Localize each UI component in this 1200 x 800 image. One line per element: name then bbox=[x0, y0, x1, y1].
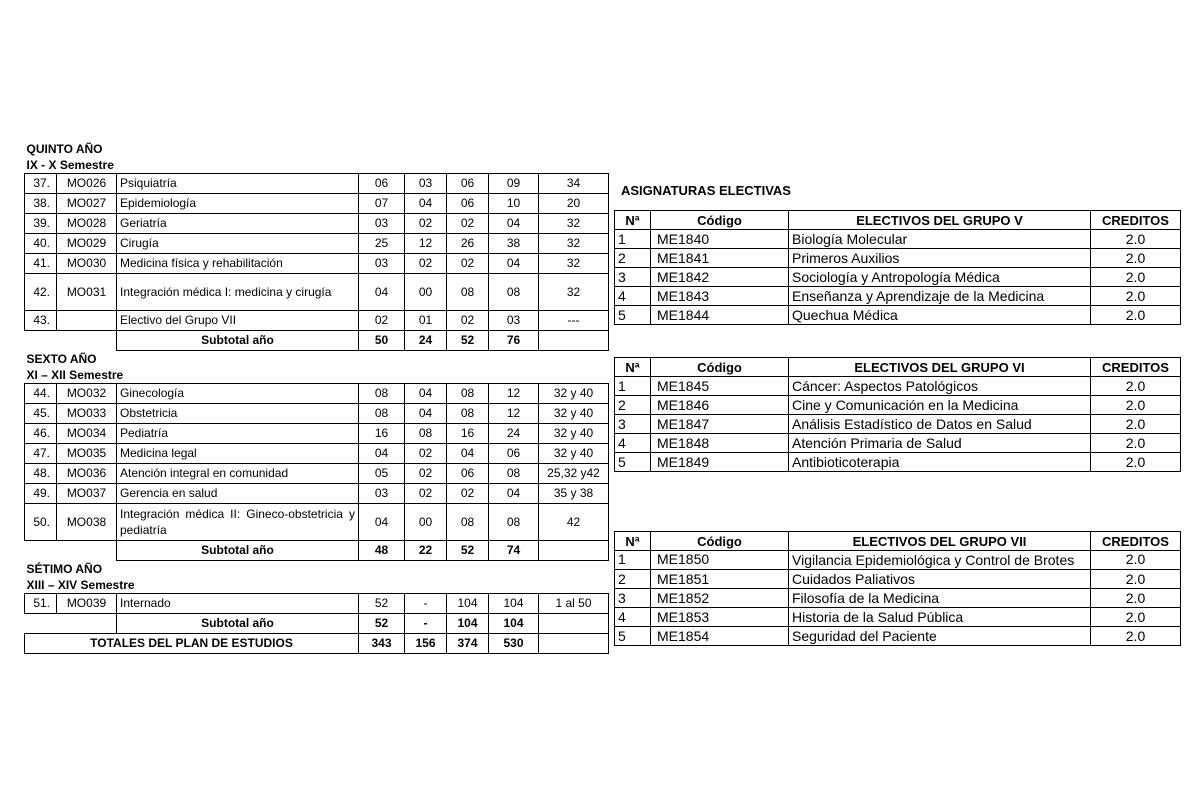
header-number: Nª bbox=[615, 211, 651, 230]
header-group: ELECTIVOS DEL GRUPO V bbox=[789, 211, 1091, 230]
subtotal-value: 104 bbox=[447, 614, 489, 634]
course-row bbox=[25, 504, 609, 541]
course-hours-total: 04 bbox=[489, 254, 539, 274]
course-prerequisites: 35 y 38 bbox=[539, 484, 609, 504]
header-credits: CREDITOS bbox=[1091, 532, 1181, 551]
subtotal-empty bbox=[539, 331, 609, 351]
course-row bbox=[25, 174, 609, 194]
elective-name: Primeros Auxilios bbox=[789, 249, 1091, 268]
subtotal-value: 104 bbox=[489, 614, 539, 634]
course-row bbox=[25, 444, 609, 464]
course-hours-credits: 00 bbox=[405, 274, 447, 311]
elective-credits: 2.0 bbox=[1091, 306, 1181, 325]
course-prerequisites: 32 bbox=[539, 254, 609, 274]
elective-row bbox=[615, 608, 1181, 627]
course-code: MO037 bbox=[57, 484, 117, 504]
elective-code: ME1848 bbox=[651, 434, 789, 453]
course-code: MO029 bbox=[57, 234, 117, 254]
elective-number: 3 bbox=[615, 268, 651, 287]
semester-title: IX - X Semestre bbox=[26, 158, 114, 172]
course-row bbox=[25, 274, 609, 311]
course-row bbox=[25, 484, 609, 504]
header-credits: CREDITOS bbox=[1091, 211, 1181, 230]
course-hours-practice: 104 bbox=[447, 594, 489, 614]
elective-row bbox=[615, 396, 1181, 415]
course-number: 39. bbox=[25, 214, 57, 234]
elective-name: Cuidados Paliativos bbox=[789, 570, 1091, 589]
course-hours-total: 04 bbox=[489, 484, 539, 504]
course-hours-total: 08 bbox=[489, 274, 539, 311]
header-number: Nª bbox=[615, 532, 651, 551]
course-hours-credits: 02 bbox=[405, 444, 447, 464]
elective-row bbox=[615, 268, 1181, 287]
course-hours-total: 24 bbox=[489, 424, 539, 444]
subtotal-empty bbox=[539, 541, 609, 561]
course-hours-theory: 04 bbox=[359, 444, 405, 464]
elective-row bbox=[615, 415, 1181, 434]
course-hours-practice: 06 bbox=[447, 174, 489, 194]
course-row bbox=[25, 234, 609, 254]
course-hours-practice: 08 bbox=[447, 274, 489, 311]
course-hours-practice: 02 bbox=[447, 311, 489, 331]
course-prerequisites: 32 y 40 bbox=[539, 384, 609, 404]
elective-code: ME1850 bbox=[651, 551, 789, 570]
course-hours-credits: 03 bbox=[405, 174, 447, 194]
course-hours-theory: 07 bbox=[359, 194, 405, 214]
course-hours-total: 09 bbox=[489, 174, 539, 194]
elective-row bbox=[615, 570, 1181, 589]
course-prerequisites: 20 bbox=[539, 194, 609, 214]
course-hours-practice: 08 bbox=[447, 404, 489, 424]
course-row bbox=[25, 424, 609, 444]
subtotal-value: 74 bbox=[489, 541, 539, 561]
elective-credits: 2.0 bbox=[1091, 415, 1181, 434]
course-prerequisites: 32 bbox=[539, 274, 609, 311]
course-name: Cirugía bbox=[117, 234, 359, 254]
subtotal-value: 48 bbox=[359, 541, 405, 561]
totals-empty bbox=[539, 634, 609, 654]
course-code: MO035 bbox=[57, 444, 117, 464]
course-code: MO039 bbox=[57, 594, 117, 614]
course-prerequisites: 1 al 50 bbox=[539, 594, 609, 614]
year-title: QUINTO AÑO bbox=[26, 142, 103, 156]
course-number: 49. bbox=[25, 484, 57, 504]
course-hours-theory: 06 bbox=[359, 174, 405, 194]
elective-number: 4 bbox=[615, 434, 651, 453]
course-prerequisites: 32 bbox=[539, 214, 609, 234]
course-number: 47. bbox=[25, 444, 57, 464]
course-name: Epidemiología bbox=[117, 194, 359, 214]
course-row bbox=[25, 311, 609, 331]
elective-name: Análisis Estadístico de Datos en Salud bbox=[789, 415, 1091, 434]
course-code: MO036 bbox=[57, 464, 117, 484]
elective-number: 1 bbox=[615, 230, 651, 249]
header-number: Nª bbox=[615, 358, 651, 377]
elective-name: Seguridad del Paciente bbox=[789, 627, 1091, 646]
course-hours-theory: 03 bbox=[359, 214, 405, 234]
course-hours-practice: 02 bbox=[447, 214, 489, 234]
course-code: MO032 bbox=[57, 384, 117, 404]
elective-credits: 2.0 bbox=[1091, 570, 1181, 589]
course-hours-practice: 26 bbox=[447, 234, 489, 254]
course-row bbox=[25, 404, 609, 424]
course-number: 44. bbox=[25, 384, 57, 404]
semester-heading-row bbox=[25, 577, 609, 594]
elective-credits: 2.0 bbox=[1091, 608, 1181, 627]
course-hours-theory: 04 bbox=[359, 274, 405, 311]
course-prerequisites: 25,32 y42 bbox=[539, 464, 609, 484]
elective-number: 2 bbox=[615, 249, 651, 268]
course-prerequisites: 32 bbox=[539, 234, 609, 254]
subtotal-row bbox=[25, 614, 609, 634]
electives-title: ASIGNATURAS ELECTIVAS bbox=[621, 183, 791, 198]
course-number: 38. bbox=[25, 194, 57, 214]
elective-code: ME1845 bbox=[651, 377, 789, 396]
elective-name: Antibioticoterapia bbox=[789, 453, 1091, 472]
course-number: 43. bbox=[25, 311, 57, 331]
header-code: Código bbox=[651, 532, 789, 551]
course-code: MO038 bbox=[57, 504, 117, 541]
subtotal-label: Subtotal año bbox=[117, 614, 359, 634]
elective-name: Atención Primaria de Salud bbox=[789, 434, 1091, 453]
elective-row bbox=[615, 434, 1181, 453]
elective-credits: 2.0 bbox=[1091, 396, 1181, 415]
subtotal-value: 52 bbox=[447, 541, 489, 561]
course-name: Electivo del Grupo VII bbox=[117, 311, 359, 331]
elective-credits: 2.0 bbox=[1091, 551, 1181, 570]
course-name: Atención integral en comunidad bbox=[117, 464, 359, 484]
subtotal-empty bbox=[539, 614, 609, 634]
course-hours-practice: 04 bbox=[447, 444, 489, 464]
course-hours-practice: 16 bbox=[447, 424, 489, 444]
elective-code: ME1849 bbox=[651, 453, 789, 472]
course-hours-total: 10 bbox=[489, 194, 539, 214]
course-row bbox=[25, 214, 609, 234]
course-hours-credits: 08 bbox=[405, 424, 447, 444]
elective-credits: 2.0 bbox=[1091, 589, 1181, 608]
course-hours-total: 08 bbox=[489, 504, 539, 541]
totals-value: 156 bbox=[405, 634, 447, 654]
course-hours-total: 08 bbox=[489, 464, 539, 484]
course-hours-total: 04 bbox=[489, 214, 539, 234]
elective-code: ME1847 bbox=[651, 415, 789, 434]
elective-name: Biología Molecular bbox=[789, 230, 1091, 249]
subtotal-spacer bbox=[25, 331, 117, 351]
elective-name: Filosofía de la Medicina bbox=[789, 589, 1091, 608]
course-hours-credits: 00 bbox=[405, 504, 447, 541]
course-hours-credits: 12 bbox=[405, 234, 447, 254]
course-name: Integración médica I: medicina y cirugía bbox=[117, 274, 359, 311]
course-hours-practice: 02 bbox=[447, 254, 489, 274]
course-hours-theory: 02 bbox=[359, 311, 405, 331]
course-hours-total: 38 bbox=[489, 234, 539, 254]
elective-name: Enseñanza y Aprendizaje de la Medicina bbox=[789, 287, 1091, 306]
subtotal-value: 52 bbox=[447, 331, 489, 351]
course-hours-credits: 02 bbox=[405, 464, 447, 484]
elective-credits: 2.0 bbox=[1091, 268, 1181, 287]
elective-code: ME1843 bbox=[651, 287, 789, 306]
course-hours-practice: 02 bbox=[447, 484, 489, 504]
header-credits: CREDITOS bbox=[1091, 358, 1181, 377]
elective-row bbox=[615, 249, 1181, 268]
elective-credits: 2.0 bbox=[1091, 434, 1181, 453]
semester-title: XIII – XIV Semestre bbox=[26, 578, 135, 592]
course-row bbox=[25, 464, 609, 484]
elective-number: 4 bbox=[615, 608, 651, 627]
course-hours-credits: 01 bbox=[405, 311, 447, 331]
course-number: 42. bbox=[25, 274, 57, 311]
course-hours-credits: 04 bbox=[405, 194, 447, 214]
semester-title: XI – XII Semestre bbox=[26, 368, 124, 382]
course-code: MO027 bbox=[57, 194, 117, 214]
elective-number: 4 bbox=[615, 287, 651, 306]
course-hours-theory: 25 bbox=[359, 234, 405, 254]
course-code: MO034 bbox=[57, 424, 117, 444]
elective-credits: 2.0 bbox=[1091, 287, 1181, 306]
course-name: Pediatría bbox=[117, 424, 359, 444]
elective-credits: 2.0 bbox=[1091, 249, 1181, 268]
subtotal-spacer bbox=[25, 541, 117, 561]
elective-row bbox=[615, 230, 1181, 249]
course-number: 51. bbox=[25, 594, 57, 614]
course-name: Obstetricia bbox=[117, 404, 359, 424]
elective-code: ME1854 bbox=[651, 627, 789, 646]
electives-group-vi-table bbox=[614, 357, 1181, 472]
elective-name: Cine y Comunicación en la Medicina bbox=[789, 396, 1091, 415]
elective-code: ME1851 bbox=[651, 570, 789, 589]
elective-credits: 2.0 bbox=[1091, 627, 1181, 646]
course-code: MO033 bbox=[57, 404, 117, 424]
elective-name: Sociología y Antropología Médica bbox=[789, 268, 1091, 287]
elective-row bbox=[615, 287, 1181, 306]
course-number: 48. bbox=[25, 464, 57, 484]
year-heading-row bbox=[25, 351, 609, 368]
elective-credits: 2.0 bbox=[1091, 230, 1181, 249]
course-code bbox=[57, 311, 117, 331]
course-hours-credits: 02 bbox=[405, 254, 447, 274]
subtotal-value: 52 bbox=[359, 614, 405, 634]
totals-value: 343 bbox=[359, 634, 405, 654]
elective-code: ME1841 bbox=[651, 249, 789, 268]
elective-number: 5 bbox=[615, 627, 651, 646]
course-number: 45. bbox=[25, 404, 57, 424]
elective-row bbox=[615, 453, 1181, 472]
course-prerequisites: 42 bbox=[539, 504, 609, 541]
elective-name: Historia de la Salud Pública bbox=[789, 608, 1091, 627]
header-group: ELECTIVOS DEL GRUPO VI bbox=[789, 358, 1091, 377]
course-hours-theory: 03 bbox=[359, 484, 405, 504]
course-prerequisites: 32 y 40 bbox=[539, 404, 609, 424]
course-code: MO028 bbox=[57, 214, 117, 234]
course-row bbox=[25, 194, 609, 214]
course-hours-credits: 04 bbox=[405, 384, 447, 404]
course-hours-practice: 08 bbox=[447, 384, 489, 404]
course-hours-theory: 08 bbox=[359, 384, 405, 404]
totals-label: TOTALES DEL PLAN DE ESTUDIOS bbox=[25, 634, 359, 654]
subtotal-spacer bbox=[25, 614, 117, 634]
electives-group-vii-table bbox=[614, 531, 1181, 646]
course-hours-theory: 04 bbox=[359, 504, 405, 541]
subtotal-label: Subtotal año bbox=[117, 541, 359, 561]
elective-row bbox=[615, 306, 1181, 325]
course-row bbox=[25, 594, 609, 614]
course-hours-practice: 08 bbox=[447, 504, 489, 541]
elective-row bbox=[615, 551, 1181, 570]
elective-row bbox=[615, 377, 1181, 396]
course-name: Ginecología bbox=[117, 384, 359, 404]
study-plan-table bbox=[24, 141, 609, 654]
year-heading-row bbox=[25, 561, 609, 578]
totals-value: 530 bbox=[489, 634, 539, 654]
course-hours-total: 104 bbox=[489, 594, 539, 614]
elective-code: ME1852 bbox=[651, 589, 789, 608]
subtotal-value: 76 bbox=[489, 331, 539, 351]
electives-header-row bbox=[615, 532, 1181, 551]
course-hours-theory: 08 bbox=[359, 404, 405, 424]
course-code: MO030 bbox=[57, 254, 117, 274]
course-hours-practice: 06 bbox=[447, 464, 489, 484]
subtotal-value: 50 bbox=[359, 331, 405, 351]
subtotal-row bbox=[25, 331, 609, 351]
elective-number: 2 bbox=[615, 570, 651, 589]
electives-header-row bbox=[615, 358, 1181, 377]
elective-code: ME1842 bbox=[651, 268, 789, 287]
course-prerequisites: --- bbox=[539, 311, 609, 331]
elective-number: 3 bbox=[615, 415, 651, 434]
course-name: Internado bbox=[117, 594, 359, 614]
course-code: MO026 bbox=[57, 174, 117, 194]
elective-credits: 2.0 bbox=[1091, 377, 1181, 396]
course-hours-total: 12 bbox=[489, 384, 539, 404]
elective-number: 2 bbox=[615, 396, 651, 415]
elective-number: 1 bbox=[615, 377, 651, 396]
course-row bbox=[25, 254, 609, 274]
course-name: Medicina legal bbox=[117, 444, 359, 464]
course-number: 41. bbox=[25, 254, 57, 274]
course-number: 50. bbox=[25, 504, 57, 541]
elective-name: Quechua Médica bbox=[789, 306, 1091, 325]
course-number: 46. bbox=[25, 424, 57, 444]
elective-code: ME1840 bbox=[651, 230, 789, 249]
electives-header-row bbox=[615, 211, 1181, 230]
course-hours-theory: 05 bbox=[359, 464, 405, 484]
elective-name: Cáncer: Aspectos Patológicos bbox=[789, 377, 1091, 396]
elective-code: ME1844 bbox=[651, 306, 789, 325]
semester-heading-row bbox=[25, 157, 609, 174]
course-hours-theory: 52 bbox=[359, 594, 405, 614]
course-number: 40. bbox=[25, 234, 57, 254]
elective-number: 3 bbox=[615, 589, 651, 608]
course-prerequisites: 32 y 40 bbox=[539, 444, 609, 464]
course-hours-total: 03 bbox=[489, 311, 539, 331]
subtotal-value: - bbox=[405, 614, 447, 634]
course-hours-theory: 16 bbox=[359, 424, 405, 444]
elective-name: Vigilancia Epidemiológica y Control de Brotes bbox=[789, 551, 1091, 570]
subtotal-row bbox=[25, 541, 609, 561]
elective-code: ME1853 bbox=[651, 608, 789, 627]
elective-number: 5 bbox=[615, 306, 651, 325]
elective-code: ME1846 bbox=[651, 396, 789, 415]
subtotal-label: Subtotal año bbox=[117, 331, 359, 351]
course-name: Integración médica II: Gineco-obstetricia y pediatría bbox=[117, 504, 359, 541]
elective-number: 5 bbox=[615, 453, 651, 472]
electives-group-v-table bbox=[614, 210, 1181, 325]
course-hours-credits: - bbox=[405, 594, 447, 614]
course-hours-practice: 06 bbox=[447, 194, 489, 214]
course-code: MO031 bbox=[57, 274, 117, 311]
semester-heading-row bbox=[25, 367, 609, 384]
year-title: SEXTO AÑO bbox=[26, 352, 97, 366]
course-hours-credits: 02 bbox=[405, 214, 447, 234]
course-hours-total: 06 bbox=[489, 444, 539, 464]
course-hours-credits: 04 bbox=[405, 404, 447, 424]
year-heading-row bbox=[25, 141, 609, 157]
header-code: Código bbox=[651, 211, 789, 230]
course-name: Medicina física y rehabilitación bbox=[117, 254, 359, 274]
course-hours-theory: 03 bbox=[359, 254, 405, 274]
elective-credits: 2.0 bbox=[1091, 453, 1181, 472]
subtotal-value: 22 bbox=[405, 541, 447, 561]
course-name: Geriatría bbox=[117, 214, 359, 234]
course-row bbox=[25, 384, 609, 404]
year-title: SÉTIMO AÑO bbox=[26, 562, 103, 576]
header-group: ELECTIVOS DEL GRUPO VII bbox=[789, 532, 1091, 551]
subtotal-value: 24 bbox=[405, 331, 447, 351]
course-name: Psiquiatría bbox=[117, 174, 359, 194]
totals-row bbox=[25, 634, 609, 654]
course-number: 37. bbox=[25, 174, 57, 194]
header-code: Código bbox=[651, 358, 789, 377]
totals-value: 374 bbox=[447, 634, 489, 654]
elective-number: 1 bbox=[615, 551, 651, 570]
elective-row bbox=[615, 627, 1181, 646]
course-hours-credits: 02 bbox=[405, 484, 447, 504]
elective-row bbox=[615, 589, 1181, 608]
course-hours-total: 12 bbox=[489, 404, 539, 424]
course-prerequisites: 34 bbox=[539, 174, 609, 194]
course-name: Gerencia en salud bbox=[117, 484, 359, 504]
course-prerequisites: 32 y 40 bbox=[539, 424, 609, 444]
